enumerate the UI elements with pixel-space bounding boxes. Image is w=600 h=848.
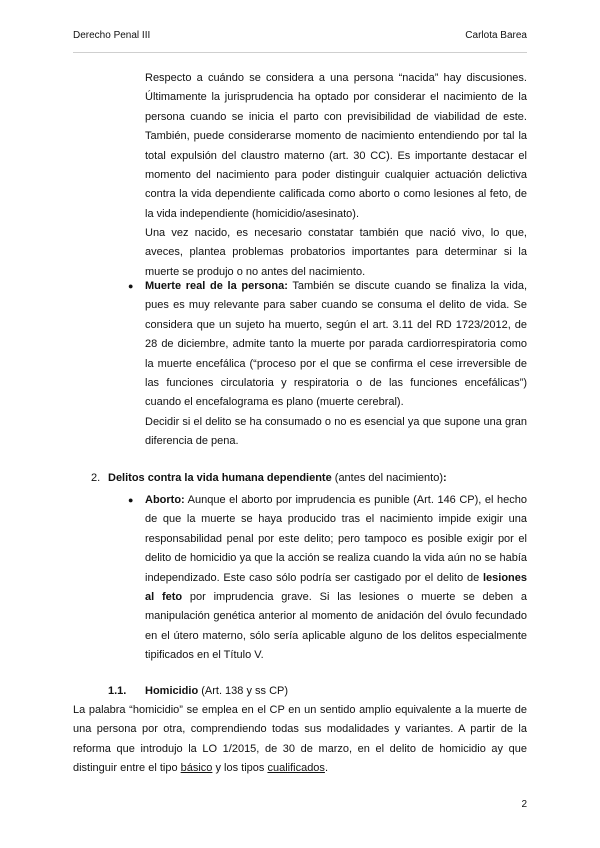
homicide-text-end: . <box>324 762 328 775</box>
header-rule <box>73 52 527 53</box>
page-number: 2 <box>521 799 527 810</box>
paragraph-born-alive: Una vez nacido, es necesario constatar también que nació vivo, lo que, aveces, plantea problemas probatorios importantes para determinar si la muerte se produjo o no antes del nacimiento. <box>145 227 527 278</box>
real-death-text: También se discute cuando se finaliza la vida, pues es muy relevante para saber cuando se consuma el delito de vida. Se considera que un sujeto ha muerto, según el art. 3.11 del RD 1723/2012, de 28 de diciembre, admite tanto la muerte por parada cardiorrespiratoria como la muerte encefálica (“proceso por el que se confirma el cese irreversible de las funciones circulatoria y respiratoria o de las funciones encefálicas”) cuando el encefalograma es plano (muerte cerebral). <box>145 280 528 409</box>
paragraph-consummation: Decidir si el delito se ha consumado o no es esencial ya que supone una gran diferencia de pena. <box>145 416 527 448</box>
header-author: Carlota Barea <box>465 30 527 41</box>
section-number: 1.1. <box>108 685 127 697</box>
term-real-death: Muerte real de la persona: <box>145 280 288 292</box>
term-abortion: Aborto: <box>145 494 185 506</box>
abortion-text-1: Aunque el aborto por imprudencia es punible (Art. 146 CP), el hecho de que la muerte se haya producido tras el nacimiento impide exigir una responsabilidad penal por este delito; pero tampoco es posible exigir por el delito de homicidio ya que la acción se realiza cuando la vida aún no se había independizado. Este caso sólo podría ser castigado por el delito de <box>145 494 527 584</box>
bullet-icon: ● <box>128 495 134 505</box>
abortion-text-2: por imprudencia grave. Si las lesiones o muerte se deben a manipulación genética anterior al momento de anidación del óvulo fecundado en el útero materno, sólo sería aplicable alguno de los delitos especialmente tipificados en el Título V. <box>145 591 527 662</box>
term-qualified-types: cualificados <box>267 762 325 775</box>
paragraph-abortion <box>145 491 527 666</box>
page-header <box>73 30 527 48</box>
heading-dependent-life-rest: (antes del nacimiento) <box>331 472 443 484</box>
term-fetal-injuries: lesiones al feto <box>145 571 527 604</box>
term-basic-type: básico <box>180 762 213 775</box>
section-heading-homicide <box>145 682 527 701</box>
paragraph-birth: Respecto a cuándo se considera a una persona “nacida” hay discusiones. Últimamente la jurisprudencia ha optado por considerar el nacimiento de la persona cuando se inicia el parto con previsibilidad de viabilidad de este. También, puede considerarse momento de nacimiento entendiendo por tal la total expulsión del claustro materno (art. 30 CC). Es importante destacar el momento del nacimiento para poder distinguir cualquier actuación delictiva contra la vida dependiente calificada como aborto o como lesiones al feto, de la vida independiente (homicidio/asesinato). <box>145 72 527 220</box>
header-course-title: Derecho Penal III <box>73 30 151 41</box>
section-title: Homicidio <box>145 685 199 697</box>
paragraph-homicide-definition <box>73 701 527 779</box>
heading-colon: : <box>443 472 447 484</box>
homicide-text-mid: y los tipos <box>212 762 268 775</box>
homicide-text: La palabra “homicidio” se emplea en el CP en un sentido amplio equivalente a la muerte de una persona por otra, comprendiendo todas sus modalidades y variantes. A partir de la reforma que introdujo la LO 1/2015, de 30 de marzo, en el delito de homicidio ay que distinguir entre el tipo <box>73 704 527 775</box>
list-number-2: 2. <box>91 472 101 484</box>
heading-dependent-life-bold: Delitos contra la vida humana dependiente <box>108 472 332 484</box>
bullet-icon: ● <box>128 281 134 291</box>
paragraph-real-death <box>145 277 527 413</box>
section-reference: (Art. 138 y ss CP) <box>198 685 289 697</box>
heading-dependent-life <box>108 469 528 488</box>
